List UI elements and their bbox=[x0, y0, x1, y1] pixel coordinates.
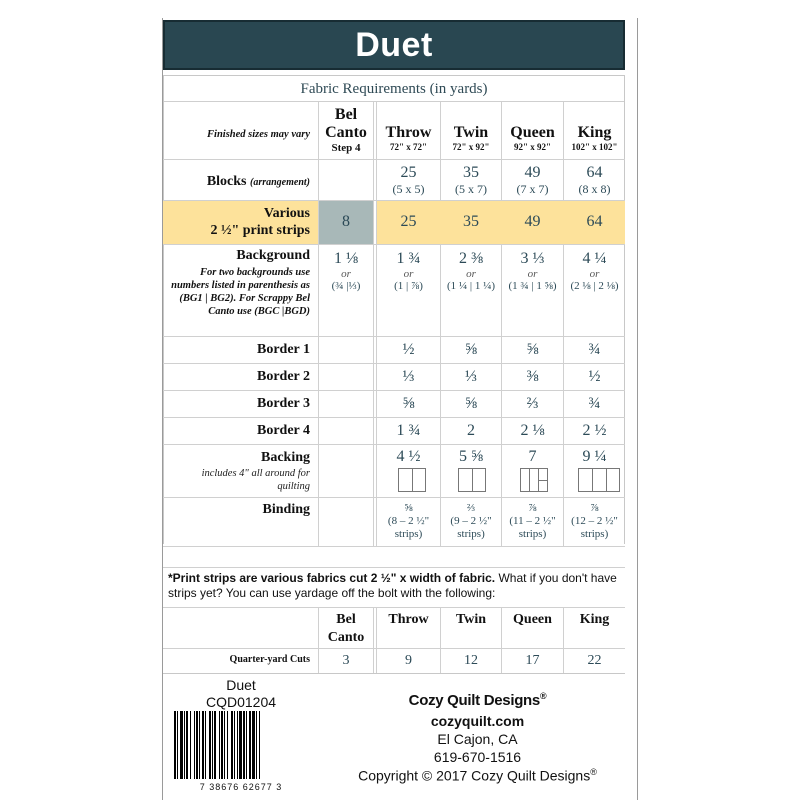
blocks-value: 49 bbox=[524, 164, 541, 181]
row-divider bbox=[163, 417, 625, 418]
barcode-bar bbox=[212, 711, 213, 779]
row-label-background: Background bbox=[236, 248, 310, 263]
barcode-bar bbox=[184, 711, 185, 779]
background-note: For two backgrounds use numbers listed in parenthesis as (BG1 | BG2). For Scrappy Bel Canto use (BGC |BGD) bbox=[171, 267, 310, 317]
background-cell-twin bbox=[441, 250, 501, 292]
barcode-bar bbox=[209, 711, 211, 779]
barcode-bar bbox=[234, 711, 235, 779]
column-header-queen bbox=[502, 124, 563, 152]
border-4-twin: 2 bbox=[467, 422, 475, 439]
product-name: Duet bbox=[226, 677, 256, 693]
print-strips-king: 64 bbox=[586, 213, 603, 230]
row-divider bbox=[163, 336, 625, 337]
binding-strips-word: strips) bbox=[580, 528, 609, 540]
barcode-bar bbox=[190, 711, 191, 779]
column-name: Throw bbox=[385, 124, 432, 141]
row-label-binding: Binding bbox=[262, 502, 310, 517]
blocks-label: Blocks bbox=[206, 174, 247, 189]
column-name: Twin bbox=[453, 124, 489, 141]
binding-strips-word: strips) bbox=[457, 528, 485, 540]
background-value: 2 ⅜ bbox=[459, 250, 483, 267]
column-name: Bel Canto bbox=[325, 106, 367, 141]
qy-header-queen: Queen bbox=[513, 612, 552, 627]
binding-value: ⅝ bbox=[404, 502, 413, 514]
background-cell-throw bbox=[377, 250, 440, 292]
or-text: or bbox=[403, 268, 414, 280]
qy-header-king: King bbox=[579, 612, 610, 627]
blocks-value: 35 bbox=[463, 164, 479, 181]
column-size: 102" x 102" bbox=[571, 142, 618, 152]
row-divider bbox=[163, 546, 625, 547]
binding-strips: (8 – 2 ½" bbox=[387, 515, 430, 527]
qy-bel-canto: 3 bbox=[342, 653, 350, 668]
border-4-queen: 2 ⅛ bbox=[520, 422, 545, 439]
barcode-bar bbox=[224, 711, 225, 779]
background-split: (1 | ⅞) bbox=[394, 280, 423, 292]
print-strips-label-line1: Various bbox=[263, 206, 310, 221]
company-name: Cozy Quilt Designs bbox=[408, 692, 540, 709]
print-strips-bel-canto: 8 bbox=[342, 213, 350, 230]
barcode-bar bbox=[252, 711, 255, 779]
barcode-bar bbox=[186, 711, 188, 779]
background-split: (2 ⅛ | 2 ⅛) bbox=[570, 280, 619, 292]
barcode-bar bbox=[180, 711, 183, 779]
column-size: 72" x 72" bbox=[390, 142, 427, 152]
row-label-blocks bbox=[170, 174, 310, 190]
binding-twin bbox=[441, 502, 501, 541]
background-cell-king bbox=[564, 250, 625, 292]
copyright-line bbox=[330, 767, 625, 784]
border-1-twin: ⅝ bbox=[465, 341, 477, 358]
company-website: cozyquilt.com bbox=[430, 713, 525, 729]
qy-header-throw: Throw bbox=[388, 612, 429, 627]
border-3-king: ¾ bbox=[588, 395, 601, 412]
background-value: 1 ⅛ bbox=[334, 250, 358, 267]
column-size: Step 4 bbox=[331, 142, 361, 154]
row-label-print-strips bbox=[170, 205, 310, 239]
column-size: 72" x 92" bbox=[452, 142, 490, 152]
background-value: 4 ¼ bbox=[582, 250, 607, 267]
column-size: 92" x 92" bbox=[514, 142, 551, 152]
print-strips-footnote bbox=[168, 571, 628, 601]
column-header-twin bbox=[441, 124, 501, 152]
binding-strips-word: strips) bbox=[394, 528, 423, 540]
company-name-line bbox=[330, 691, 625, 709]
barcode-bar bbox=[259, 711, 260, 779]
row-label-border-1: Border 1 bbox=[256, 342, 310, 357]
footnote-text: What if you don't have strips yet? You can use yardage off the bolt with the following: bbox=[168, 571, 617, 600]
company-block bbox=[330, 691, 625, 784]
copyright-registered-mark: ® bbox=[590, 767, 597, 777]
column-name: King bbox=[577, 124, 612, 141]
registered-mark: ® bbox=[539, 691, 547, 701]
blocks-label-note: (arrangement) bbox=[250, 177, 310, 188]
or-text: or bbox=[589, 268, 600, 280]
qy-throw: 9 bbox=[405, 653, 412, 668]
row-label-border-3: Border 3 bbox=[256, 396, 310, 411]
background-value: 3 ⅓ bbox=[520, 250, 545, 267]
copyright-text: Copyright © 2017 Cozy Quilt Designs bbox=[358, 767, 591, 784]
barcode-bar bbox=[256, 711, 257, 779]
row-divider bbox=[163, 244, 625, 245]
column-divider bbox=[373, 102, 374, 546]
backing-twin: 5 ⅝ bbox=[459, 448, 483, 465]
print-strips-throw: 25 bbox=[400, 213, 417, 230]
border-4-king: 2 ½ bbox=[582, 422, 607, 439]
row-divider bbox=[163, 159, 625, 160]
row-divider bbox=[163, 363, 625, 364]
backing-diagram-icon bbox=[578, 468, 620, 492]
barcode-bar bbox=[214, 711, 216, 779]
blocks-value: 25 bbox=[400, 164, 417, 181]
border-2-queen: ⅜ bbox=[526, 368, 539, 385]
barcode-bar bbox=[219, 711, 220, 779]
qy-header-bel-canto: Bel Canto bbox=[327, 612, 365, 645]
barcode-bar bbox=[194, 711, 195, 779]
border-4-throw: 1 ¾ bbox=[396, 422, 421, 439]
backing-king: 9 ¼ bbox=[582, 448, 607, 465]
row-divider bbox=[163, 444, 625, 445]
border-2-twin: ⅓ bbox=[465, 368, 477, 385]
barcode-bar bbox=[221, 711, 223, 779]
blocks-arrangement: (8 x 8) bbox=[578, 182, 611, 196]
print-strips-twin: 35 bbox=[463, 213, 479, 230]
column-header-bel-canto bbox=[319, 106, 373, 154]
background-split: (1 ¾ | 1 ⅝) bbox=[508, 280, 557, 292]
border-1-king: ¾ bbox=[588, 341, 601, 358]
border-1-throw: ½ bbox=[402, 341, 415, 358]
barcode-bar bbox=[237, 711, 238, 779]
barcode-bar bbox=[177, 711, 178, 779]
column-name: Queen bbox=[510, 124, 555, 141]
print-strips-queen: 49 bbox=[524, 213, 541, 230]
background-cell-queen bbox=[502, 250, 563, 292]
blocks-value: 64 bbox=[586, 164, 603, 181]
border-3-throw: ⅝ bbox=[402, 395, 415, 412]
binding-value: ⅞ bbox=[528, 502, 537, 514]
border-1-queen: ⅝ bbox=[526, 341, 539, 358]
section-divider bbox=[163, 567, 625, 568]
background-split: (1 ¼ | 1 ¼) bbox=[446, 280, 496, 292]
binding-value: ⅞ bbox=[590, 502, 599, 514]
barcode-bar bbox=[205, 711, 206, 779]
blocks-cell-king bbox=[564, 164, 625, 197]
row-label-backing: Backing bbox=[260, 450, 310, 465]
qy-header-twin: Twin bbox=[455, 612, 487, 627]
barcode-bar bbox=[246, 711, 247, 779]
row-label-border-4: Border 4 bbox=[256, 423, 310, 438]
company-phone: 619-670-1516 bbox=[433, 749, 522, 765]
or-text: or bbox=[527, 268, 538, 280]
barcode-icon bbox=[170, 711, 312, 781]
border-2-throw: ⅓ bbox=[402, 368, 415, 385]
blocks-arrangement: (5 x 7) bbox=[455, 182, 487, 196]
column-header-throw bbox=[377, 124, 440, 152]
barcode-digits: 7 38676 62677 3 bbox=[199, 782, 283, 792]
row-divider bbox=[163, 497, 625, 498]
backing-diagram-icon bbox=[520, 468, 548, 492]
blocks-arrangement: (5 x 5) bbox=[392, 182, 425, 196]
barcode-bar bbox=[174, 711, 176, 779]
binding-strips: (11 – 2 ½" bbox=[509, 515, 556, 527]
barcode-bar bbox=[231, 711, 233, 779]
print-strips-label-line2: 2 ½" print strips bbox=[210, 223, 310, 238]
column-divider bbox=[318, 102, 319, 546]
column-divider bbox=[373, 607, 374, 673]
qy-row-label: Quarter-yard Cuts bbox=[229, 654, 310, 665]
binding-strips-word: strips) bbox=[518, 528, 547, 540]
backing-diagram-icon bbox=[458, 468, 486, 492]
pattern-title: Duet bbox=[355, 25, 433, 64]
footnote-bold: *Print strips are various fabrics cut 2 ½" x width of fabric. bbox=[168, 571, 496, 585]
row-label-border-2: Border 2 bbox=[256, 369, 310, 384]
border-3-twin: ⅝ bbox=[465, 395, 477, 412]
blocks-cell-twin bbox=[441, 164, 501, 197]
barcode-bar bbox=[239, 711, 242, 779]
binding-king bbox=[564, 502, 625, 541]
blocks-cell-throw bbox=[377, 164, 440, 197]
or-text: or bbox=[341, 268, 351, 280]
row-divider bbox=[163, 648, 625, 649]
backing-diagram-icon bbox=[398, 468, 426, 492]
qy-queen: 17 bbox=[525, 653, 540, 668]
barcode-bar bbox=[249, 711, 251, 779]
qy-king: 22 bbox=[587, 653, 602, 668]
border-3-queen: ⅔ bbox=[526, 395, 539, 412]
barcode-bar bbox=[199, 711, 200, 779]
binding-strips: (12 – 2 ½" bbox=[571, 515, 618, 527]
background-value: 1 ¾ bbox=[396, 250, 421, 267]
binding-queen bbox=[502, 502, 563, 541]
border-2-king: ½ bbox=[588, 368, 601, 385]
qy-twin: 12 bbox=[464, 653, 478, 668]
or-text: or bbox=[466, 268, 476, 280]
barcode-bar bbox=[227, 711, 228, 779]
company-city: El Cajon, CA bbox=[437, 731, 518, 747]
background-cell-bel-canto bbox=[319, 250, 373, 292]
binding-throw bbox=[377, 502, 440, 541]
title-banner bbox=[163, 20, 625, 70]
binding-value: ⅔ bbox=[466, 502, 476, 514]
blocks-cell-queen bbox=[502, 164, 563, 197]
barcode-bar bbox=[196, 711, 198, 779]
column-header-king bbox=[564, 124, 625, 152]
finished-sizes-note: Finished sizes may vary bbox=[207, 129, 310, 140]
barcode-bar bbox=[202, 711, 204, 779]
backing-queen: 7 bbox=[528, 448, 537, 465]
background-split: (¾ |⅓) bbox=[331, 280, 361, 292]
barcode-bar bbox=[243, 711, 245, 779]
row-divider bbox=[163, 390, 625, 391]
binding-strips: (9 – 2 ½" bbox=[450, 515, 492, 527]
table-caption: Fabric Requirements (in yards) bbox=[164, 76, 624, 102]
backing-throw: 4 ½ bbox=[396, 448, 421, 465]
product-sku: CQD01204 bbox=[205, 694, 277, 710]
backing-note: includes 4" all around for quilting bbox=[201, 468, 310, 492]
blocks-arrangement: (7 x 7) bbox=[516, 182, 549, 196]
row-divider bbox=[163, 607, 625, 608]
